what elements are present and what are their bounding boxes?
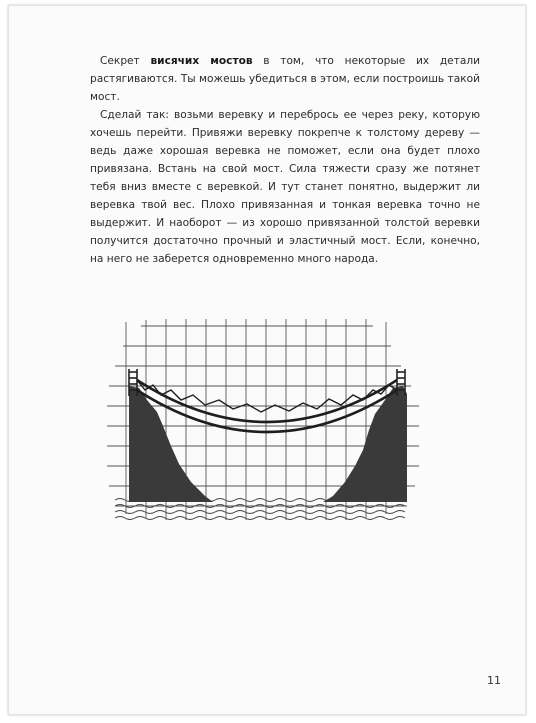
paragraph-1-rest: в том, что некоторые их детали растягиваются. Ты можешь убедиться в этом, если построишь такой мост. xyxy=(90,55,480,103)
paragraph-1-prefix: Секрет xyxy=(100,55,151,67)
paragraph-1 xyxy=(90,52,480,106)
bold-term: висячих мостов xyxy=(150,55,253,67)
right-cliff xyxy=(323,386,407,502)
bridge-illustration xyxy=(101,314,441,534)
book-page xyxy=(8,5,526,715)
paragraph-2: Сделай так: возьми веревку и перебрось ее через реку, которую хочешь перейти. Привяжи веревку покрепче к толстому дереву — ведь даже хорошая веревка не поможет, если она будет плохо привязана. Встань на свой мост. Сила тяжести сразу же потянет тебя вниз вместе с веревкой. И тут станет понятно, выдержит ли веревка твой вес. Плохо привязанная и тонкая веревка точно не выдержит. И наоборот — из хорошо привязанной толстой веревки получится достаточно прочный и эластичный мост. Если, конечно, на него не заберется одновременно много народа. xyxy=(90,109,480,265)
body-text xyxy=(90,52,480,268)
left-cliff xyxy=(129,386,213,502)
page-number: 11 xyxy=(487,674,501,687)
